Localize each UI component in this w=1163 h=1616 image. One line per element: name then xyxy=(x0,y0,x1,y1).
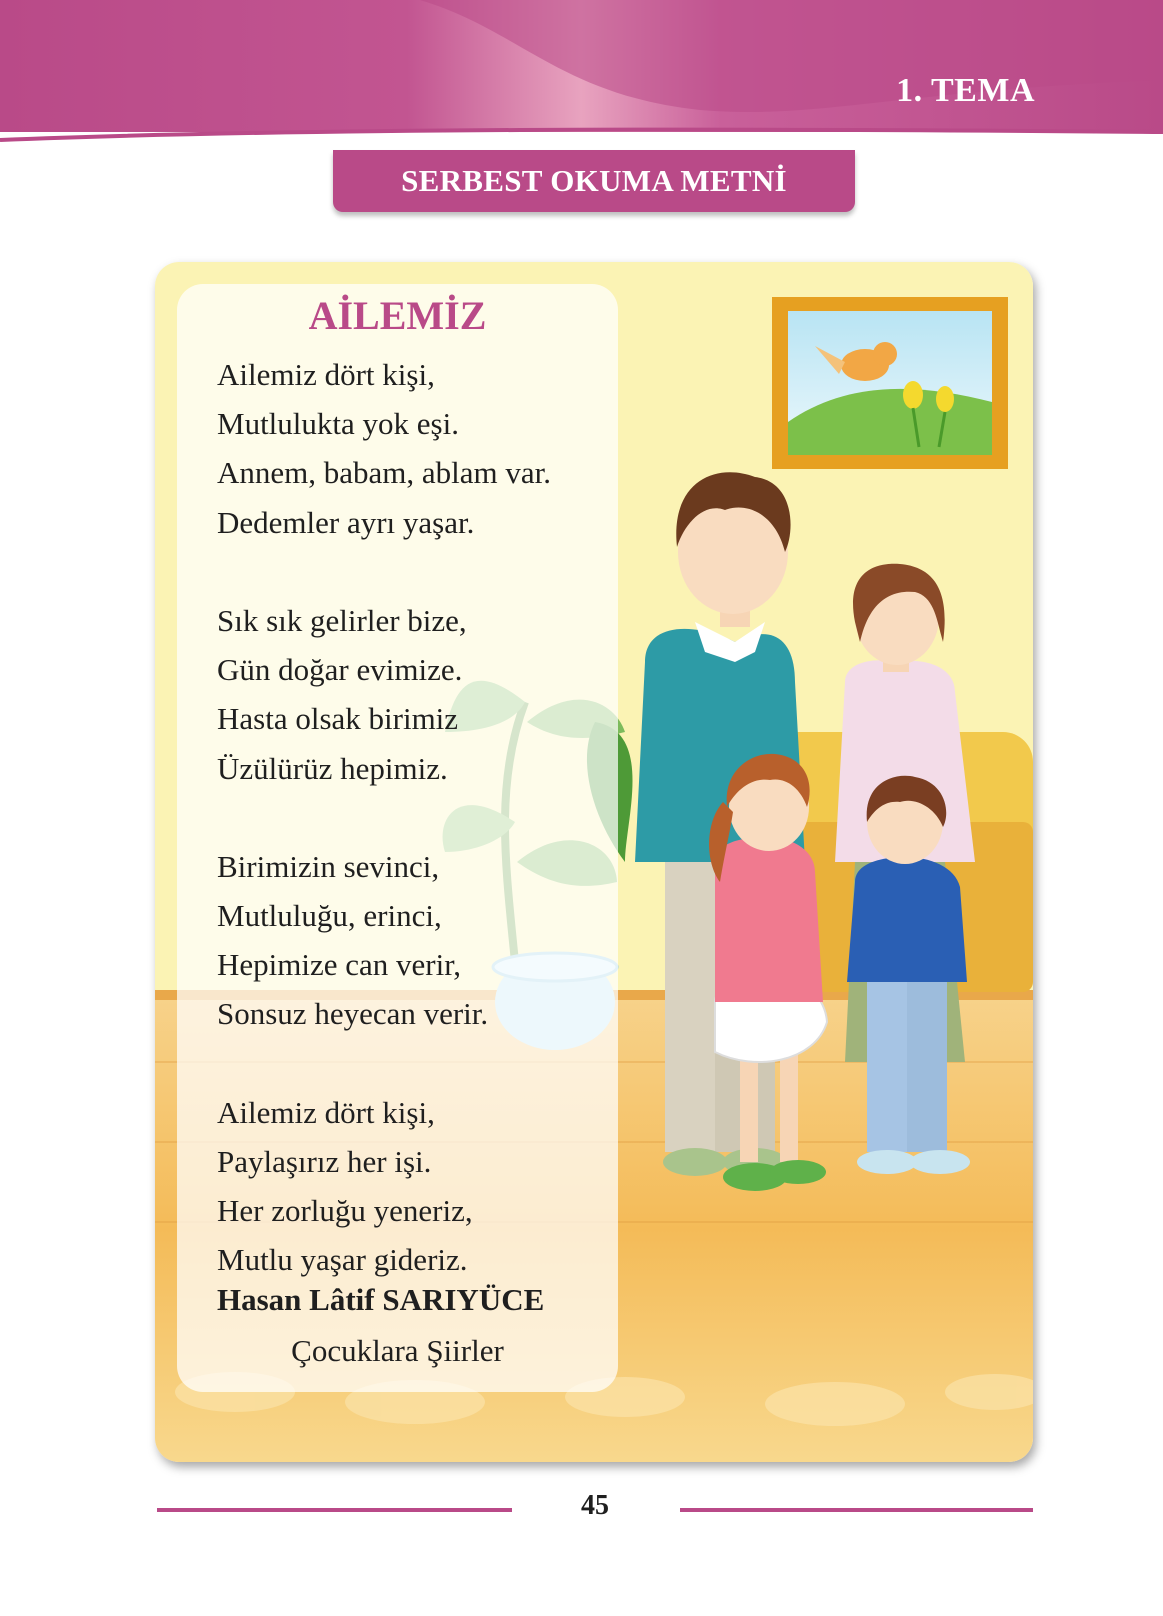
poem-title: AİLEMİZ xyxy=(308,293,487,338)
poem-line: Hasta olsak birimiz xyxy=(217,701,459,737)
poem-line: Mutlu yaşar gideriz. xyxy=(217,1242,468,1278)
stanza-break xyxy=(217,793,551,842)
poem-line: Ailemiz dört kişi, xyxy=(217,357,435,392)
poem-line: Hepimize can verir, xyxy=(217,947,462,983)
footer-line-right xyxy=(680,1508,1033,1512)
footer-line-left xyxy=(157,1508,512,1512)
poem-line: Paylaşırız her işi. xyxy=(217,1144,432,1179)
poem-line: Her zorluğu yeneriz, xyxy=(217,1193,473,1229)
poem-card xyxy=(155,262,1033,1462)
poem-lines xyxy=(217,350,551,1285)
stanza-break xyxy=(217,547,551,596)
poem-line: Gün doğar evimize. xyxy=(217,652,463,688)
poem-line: Mutluluğu, erinci, xyxy=(217,898,442,934)
poem-line: Üzülürüz hepimiz. xyxy=(217,750,448,786)
poem-line: Dedemler ayrı yaşar. xyxy=(217,504,475,540)
poem-line: Ailemiz dört kişi, xyxy=(217,1094,435,1130)
poem-line: Sık sık gelirler bize, xyxy=(217,602,467,638)
poem-line: Annem, babam, ablam var. xyxy=(217,455,552,491)
section-title: SERBEST OKUMA METNİ xyxy=(333,150,855,212)
poem-line: Mutlulukta yok eşi. xyxy=(217,406,459,442)
page-number: 45 xyxy=(581,1490,609,1521)
poem-author: Hasan Lâtif SARIYÜCE xyxy=(217,1282,545,1317)
theme-label: 1. TEMA xyxy=(896,72,1035,109)
stanza-break xyxy=(217,1039,551,1088)
poem-source: Çocuklara Şiirler xyxy=(291,1333,504,1368)
poem-line: Birimizin sevinci, xyxy=(217,848,440,884)
poem-line: Sonsuz heyecan verir. xyxy=(217,996,489,1032)
poem-panel xyxy=(177,284,618,1392)
